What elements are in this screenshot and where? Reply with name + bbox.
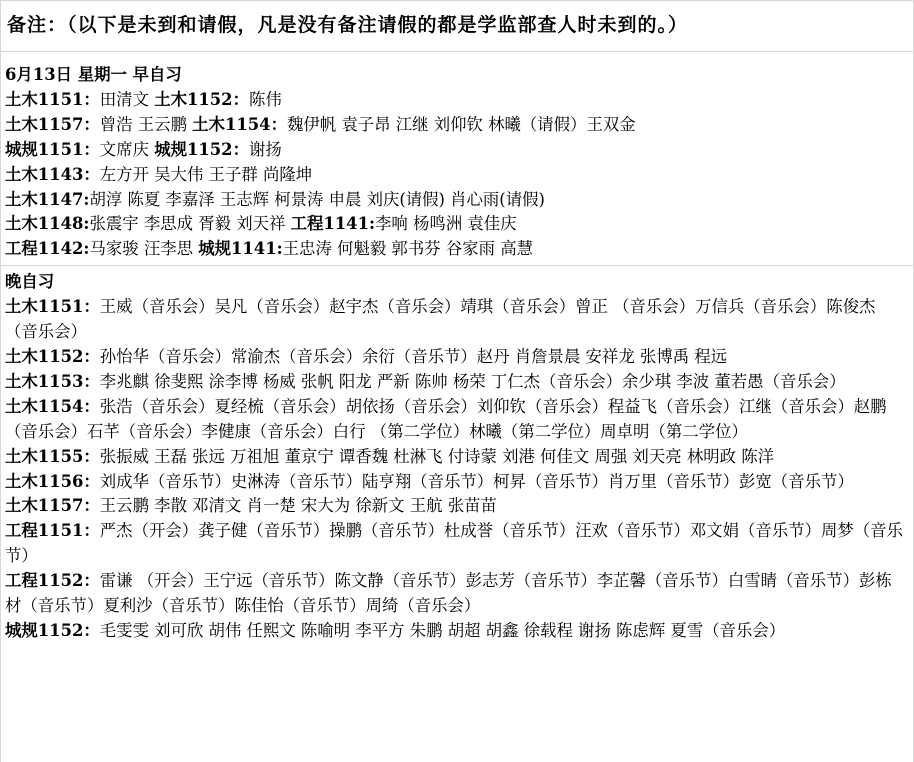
class-label: 工程1151： xyxy=(5,521,100,541)
morning-row xyxy=(5,113,913,138)
names-text: 田清文 xyxy=(99,89,155,109)
names-text: 李响 杨鸣洲 袁佳庆 xyxy=(375,214,517,234)
class-label: 土木1152： xyxy=(154,89,249,109)
class-label: 土木1154： xyxy=(192,114,287,134)
names-text: 雷谦 （开会）王宁远（音乐节）陈文静（音乐节）彭志芳（音乐节）李芷馨（音乐节）白雪睛（音乐节）彭栋材（音乐节）夏利沙（音乐节）陈佳怡（音乐节）周绮（音乐会） xyxy=(5,571,892,616)
names-text: 张震宇 李思成 胥毅 刘天祥 xyxy=(89,214,291,234)
class-label: 工程1152： xyxy=(5,571,100,591)
morning-row xyxy=(5,163,913,188)
names-text: 谢扬 xyxy=(248,139,282,159)
names-text: 毛雯雯 刘可欣 胡伟 任熙文 陈喻明 李平方 朱鹏 胡超 胡鑫 徐载程 谢扬 陈虑辉 夏雪（音乐会） xyxy=(99,620,786,640)
names-text: 魏伊帆 袁子昂 江继 刘仰钦 林曦（请假）王双金 xyxy=(286,114,636,134)
class-label: 城规1152： xyxy=(5,620,100,640)
class-label: 城规1141: xyxy=(198,239,283,259)
evening-row xyxy=(5,445,913,470)
evening-row xyxy=(5,370,913,395)
class-label: 土木1153： xyxy=(5,371,100,391)
morning-title: 6月13日 星期一 早自习 xyxy=(5,65,182,84)
class-label: 土木1157： xyxy=(5,496,100,516)
class-label: 土木1154： xyxy=(5,396,100,416)
evening-row xyxy=(5,470,913,495)
names-text: 左方开 吴大伟 王子群 尚隆坤 xyxy=(99,164,313,184)
names-text: 王云鹏 李散 邓清文 肖一楚 宋大为 徐新文 王航 张苗苗 xyxy=(99,496,497,516)
names-text: 文席庆 xyxy=(99,139,155,159)
names-text: 张振威 王磊 张远 万祖旭 董京宁 谭香魏 杜淋飞 付诗蒙 刘港 何佳文 周强 刘天亮 林明政 陈洋 xyxy=(99,446,774,466)
evening-row xyxy=(5,619,913,644)
evening-row xyxy=(5,395,913,445)
note-header: 备注：（以下是未到和请假，凡是没有备注请假的都是学监部查人时未到的。） xyxy=(1,0,913,52)
evening-title: 晚自习 xyxy=(5,272,55,292)
morning-row xyxy=(5,138,913,163)
morning-rows xyxy=(5,88,913,262)
class-label: 土木1155： xyxy=(5,446,100,466)
morning-row xyxy=(5,237,913,262)
class-label: 土木1148: xyxy=(5,214,90,234)
names-text: 刘成华（音乐节）史淋涛（音乐节）陆亨翔（音乐节）柯昇（音乐节）肖万里（音乐节）彭宽（音乐节） xyxy=(99,471,854,491)
morning-section xyxy=(1,52,913,266)
evening-row xyxy=(5,519,913,569)
names-text: 孙怡华（音乐会）常渝杰（音乐会）余衍（音乐节）赵丹 肖詹景晨 安祥龙 张博禹 程远 xyxy=(99,346,728,366)
names-text: 王忠涛 何魁毅 郭书芬 谷家雨 高慧 xyxy=(282,239,533,259)
class-label: 土木1147: xyxy=(5,189,90,209)
names-text: 严杰（开会）龚子健（音乐节）操鹏（音乐节）杜成誉（音乐节）汪欢（音乐节）邓文娟（音乐节）周梦（音乐节） xyxy=(5,521,903,566)
morning-row xyxy=(5,88,913,113)
class-label: 土木1157： xyxy=(5,114,100,134)
class-label: 城规1151： xyxy=(5,139,100,159)
class-label: 土木1156： xyxy=(5,471,100,491)
names-text: 王威（音乐会）吴凡（音乐会）赵宇杰（音乐会）靖琪（音乐会）曾正 （音乐会）万信兵（音乐会）陈俊杰（音乐会） xyxy=(5,297,876,342)
class-label: 土木1151： xyxy=(5,297,100,317)
class-label: 土木1152： xyxy=(5,346,100,366)
names-text: 张浩（音乐会）夏经梳（音乐会）胡依扬（音乐会）刘仰钦（音乐会）程益飞（音乐会）江继（音乐会）赵鹏（音乐会）石芊（音乐会）李健康（音乐会）白行 （第二学位）林曦（第二学位）周卓明（第二学位） xyxy=(5,396,887,441)
evening-row xyxy=(5,295,913,345)
evening-row xyxy=(5,494,913,519)
names-text: 马家骏 汪李思 xyxy=(89,239,199,259)
evening-section xyxy=(1,266,913,647)
evening-row xyxy=(5,569,913,619)
names-text: 李兆麒 徐斐熙 涂李博 杨威 张帆 阳龙 严新 陈帅 杨荣 丁仁杰（音乐会）余少琪 李波 董若愚（音乐会） xyxy=(99,371,846,391)
class-label: 工程1141: xyxy=(290,214,376,234)
morning-row xyxy=(5,212,913,237)
names-text: 陈伟 xyxy=(248,89,282,109)
names-text: 胡淳 陈夏 李嘉泽 王志辉 柯景涛 申晨 刘庆(请假) 肖心雨(请假) xyxy=(89,189,545,209)
class-label: 工程1142: xyxy=(5,239,90,259)
class-label: 城规1152： xyxy=(154,139,249,159)
morning-row xyxy=(5,188,913,213)
class-label: 土木1151： xyxy=(5,89,100,109)
names-text: 曾浩 王云鹏 xyxy=(99,114,193,134)
evening-rows xyxy=(5,295,913,644)
class-label: 土木1143： xyxy=(5,164,100,184)
evening-row xyxy=(5,345,913,370)
